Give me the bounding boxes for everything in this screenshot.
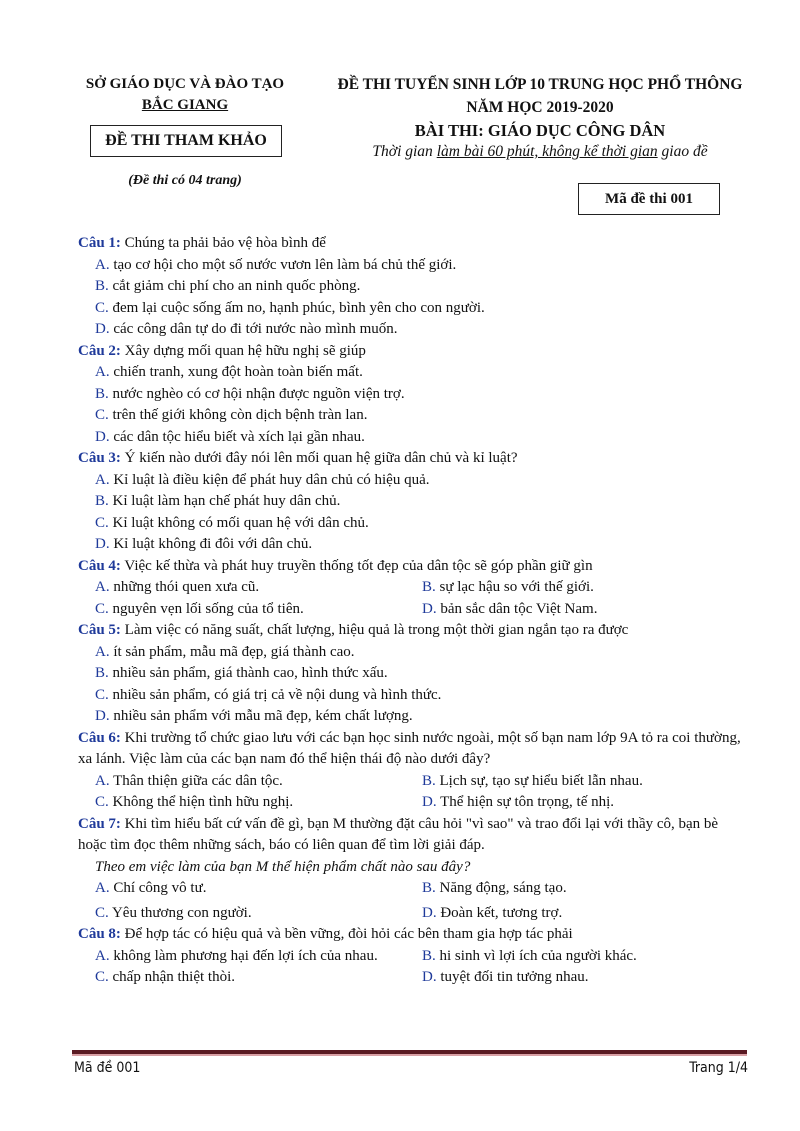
option-text: nước nghèo có cơ hội nhận được nguồn viện trợ. [112,385,405,402]
option-letter: B. [95,493,109,509]
answer-option[interactable] [95,534,312,556]
option-text: những thói quen xưa cũ. [113,579,260,595]
option-row [78,255,750,277]
question-text: Việc kế thừa và phát huy truyền thống tốt đẹp của dân tộc sẽ góp phần giữ gìn [124,557,593,574]
answer-option[interactable] [95,362,363,384]
option-row [78,298,750,320]
option-row [78,878,750,900]
option-row [78,513,750,535]
option-text: trên thế giới không còn dịch bệnh tràn lan. [112,407,368,423]
option-row [78,706,750,728]
option-letter: D. [95,536,110,552]
answer-option[interactable] [422,577,749,599]
answer-option[interactable] [95,642,355,664]
question [78,620,750,728]
question [78,814,750,925]
option-row [78,362,750,384]
option-text: các dân tộc hiểu biết và xích lại gần nhau. [113,428,365,445]
option-row [78,967,750,989]
option-row [78,427,750,449]
option-row [78,663,750,685]
answer-option[interactable] [95,706,413,728]
option-text: tuyệt đối tin tưởng nhau. [440,969,589,985]
question [78,233,750,341]
subject-title: BÀI THI: GIÁO DỤC CÔNG DÂN [414,121,666,140]
question-label: Câu 3: [78,450,121,466]
question-text: Để hợp tác có hiệu quả và bền vững, đòi hỏi các bên tham gia hợp tác phải [124,926,573,942]
option-row [78,946,750,968]
answer-option[interactable] [422,946,749,968]
answer-option[interactable] [95,946,422,968]
answer-option[interactable] [95,491,340,513]
answer-option[interactable] [95,878,422,900]
question-stem [78,924,750,946]
option-letter: C. [95,904,109,921]
option-letter: C. [95,794,109,810]
option-row [78,384,750,406]
option-text: đem lại cuộc sống ấm no, hạnh phúc, bình yên cho con người. [112,299,485,316]
option-row [78,319,750,341]
question-stem [78,814,750,857]
option-letter: C. [95,686,109,703]
option-text: chiến tranh, xung đột hoàn toàn biến mất. [113,364,363,380]
answer-option[interactable] [95,663,388,685]
option-letter: D. [95,708,110,724]
question [78,556,750,621]
option-text: nhiều sản phẩm, có giá trị cả về nội dung và hình thức. [112,686,442,703]
option-letter: A. [95,947,110,964]
question-label: Câu 1: [78,235,121,251]
option-letter: A. [95,471,110,488]
exam-type-box: ĐỀ THI THAM KHẢO [90,125,282,157]
department-name: SỞ GIÁO DỤC VÀ ĐÀO TẠO [85,76,285,92]
option-row [78,599,750,621]
option-row [78,792,750,814]
question-label: Câu 4: [78,557,121,574]
option-text: tạo cơ hội cho một số nước vươn lên làm bá chủ thế giới. [113,256,457,273]
option-text: Thân thiện giữa các dân tộc. [113,772,283,789]
footer-exam-code: Mã đề 001 [74,1060,141,1076]
option-text: bản sắc dân tộc Việt Nam. [440,600,598,617]
option-text: chấp nhận thiệt thòi. [112,969,235,985]
answer-option[interactable] [95,384,405,406]
answer-option[interactable] [95,427,365,449]
option-letter: D. [95,321,110,337]
question-text: Chúng ta phải bảo vệ hòa bình để [124,235,326,251]
answer-option[interactable] [95,470,430,492]
option-text: không làm phương hại đến lợi ích của nhau. [113,947,378,964]
question-text: Khi tìm hiểu bất cứ vấn đề gì, bạn M thường đặt câu hỏi "vì sao" và trao đổi lại với thầy cô, bạn bè hoặc tìm đọc thêm những sách, báo có liên quan để tìm lời giải đáp. [78,815,719,853]
question-text: Ý kiến nào dưới đây nói lên mối quan hệ giữa dân chủ và kỉ luật? [124,450,518,466]
question-text: Khi trường tổ chức giao lưu với các bạn học sinh nước ngoài, một số bạn nam lớp 9A tỏ ra coi thường, xa lánh. Việc làm của các bạn nam đó thể hiện thái độ nào dưới đây? [78,729,741,767]
option-text: Chí công vô tư. [113,880,207,896]
option-row [78,577,750,599]
exam-title: ĐỀ THI TUYỂN SINH LỚP 10 TRUNG HỌC PHỔ THÔNG [337,76,743,93]
question-stem [78,233,750,255]
question-list [78,233,750,989]
question [78,728,750,814]
option-letter: C. [95,407,109,423]
answer-option[interactable] [422,792,749,814]
answer-option[interactable] [95,405,367,427]
page-count-note: (Đề thi có 04 trang) [128,173,242,188]
answer-option[interactable] [95,255,456,277]
option-row [78,491,750,513]
option-letter: A. [95,579,110,595]
option-row [78,405,750,427]
option-row [78,771,750,793]
option-letter: C. [95,969,109,985]
option-text: Yêu thương con người. [111,904,252,921]
option-letter: B. [95,665,109,681]
option-row [78,685,750,707]
option-letter: B. [95,278,109,294]
option-letter: A. [95,772,110,789]
question-stem [78,620,750,642]
option-text: ít sản phẩm, mẫu mã đẹp, giá thành cao. [113,643,355,660]
answer-option[interactable] [95,792,422,814]
option-text: Kỉ luật là điều kiện để phát huy dân chủ có hiệu quả. [113,471,430,488]
question-label: Câu 8: [78,926,121,942]
answer-option[interactable] [95,903,422,925]
answer-option[interactable] [95,319,398,341]
option-letter: A. [95,880,110,896]
option-text: cắt giảm chi phí cho an ninh quốc phòng. [112,278,361,294]
option-letter: A. [95,643,110,660]
question [78,924,750,989]
option-text: Đoàn kết, tương trợ. [440,904,563,921]
answer-option[interactable] [95,599,422,621]
question-stem [78,448,750,470]
province-wrap [70,97,300,114]
option-letter: C. [95,514,109,531]
option-letter: D. [422,600,437,617]
answer-option[interactable] [95,276,360,298]
answer-option[interactable] [95,577,422,599]
option-text: nguyên vẹn lối sống của tổ tiên. [112,600,304,617]
question [78,341,750,449]
time-main: làm bài 60 phút, không kể thời gian [436,143,658,160]
answer-option[interactable] [422,903,749,925]
answer-option[interactable] [95,298,485,320]
option-text: sự lạc hậu so với thế giới. [439,579,594,595]
option-text: Lịch sự, tạo sự hiểu biết lẫn nhau. [439,772,643,789]
option-row [78,903,750,925]
question-text: Xây dựng mối quan hệ hữu nghị sẽ giúp [124,342,366,359]
option-letter: C. [95,299,109,316]
option-text: nhiều sản phẩm với mẫu mã đẹp, kém chất lượng. [113,708,413,724]
option-letter: A. [95,256,110,273]
option-letter: B. [422,880,436,896]
answer-option[interactable] [422,771,749,793]
question-label: Câu 2: [78,342,121,359]
footer-divider [72,1050,747,1056]
answer-option[interactable] [422,599,749,621]
question-label: Câu 5: [78,622,121,638]
footer-page-number: Trang 1/4 [689,1060,748,1076]
option-text: Thể hiện sự tôn trọng, tế nhị. [440,794,615,810]
question-stem [78,728,750,771]
option-letter: B. [422,772,436,789]
option-text: Không thể hiện tình hữu nghị. [112,794,294,810]
answer-option[interactable] [95,513,369,535]
option-letter: C. [95,600,109,617]
option-text: các công dân tự do đi tới nước nào mình muốn. [113,321,398,337]
time-suffix: giao đề [657,143,708,160]
option-text: Kỉ luật không có mối quan hệ với dân chủ. [112,514,369,531]
question-label: Câu 7: [78,815,121,832]
answer-option[interactable] [95,771,422,793]
option-row [78,642,750,664]
answer-option[interactable] [95,685,441,707]
question-stem [78,556,750,578]
question-stem [78,341,750,363]
option-text: hi sinh vì lợi ích của người khác. [439,947,637,964]
answer-option[interactable] [95,967,422,989]
province-name: BẮC GIANG [141,97,229,113]
option-text: Kỉ luật làm hạn chế phát huy dân chủ. [112,493,341,509]
option-text: Kỉ luật không đi đôi với dân chủ. [113,536,313,552]
option-letter: D. [95,428,110,445]
question-text: Làm việc có năng suất, chất lượng, hiệu quả là trong một thời gian ngắn tạo ra được [124,622,629,638]
exam-code-box: Mã đề thi 001 [578,183,720,215]
question-label: Câu 6: [78,729,121,746]
option-row [78,470,750,492]
option-row [78,534,750,556]
question [78,448,750,556]
option-text: Năng động, sáng tạo. [439,880,567,896]
time-prefix: Thời gian [372,143,437,160]
answer-option[interactable] [422,878,749,900]
question-note: Theo em việc làm của bạn M thể hiện phẩm chất nào sau đây? [95,858,471,875]
option-letter: D. [422,904,437,921]
option-letter: D. [422,969,437,985]
option-letter: B. [95,385,109,402]
option-letter: A. [95,364,110,380]
answer-option[interactable] [422,967,749,989]
option-letter: B. [422,579,436,595]
option-letter: D. [422,794,437,810]
option-row [78,276,750,298]
time-note [310,143,770,161]
option-text: nhiều sản phẩm, giá thành cao, hình thức xấu. [112,665,388,681]
option-letter: B. [422,947,436,964]
school-year: NĂM HỌC 2019-2020 [466,99,614,116]
